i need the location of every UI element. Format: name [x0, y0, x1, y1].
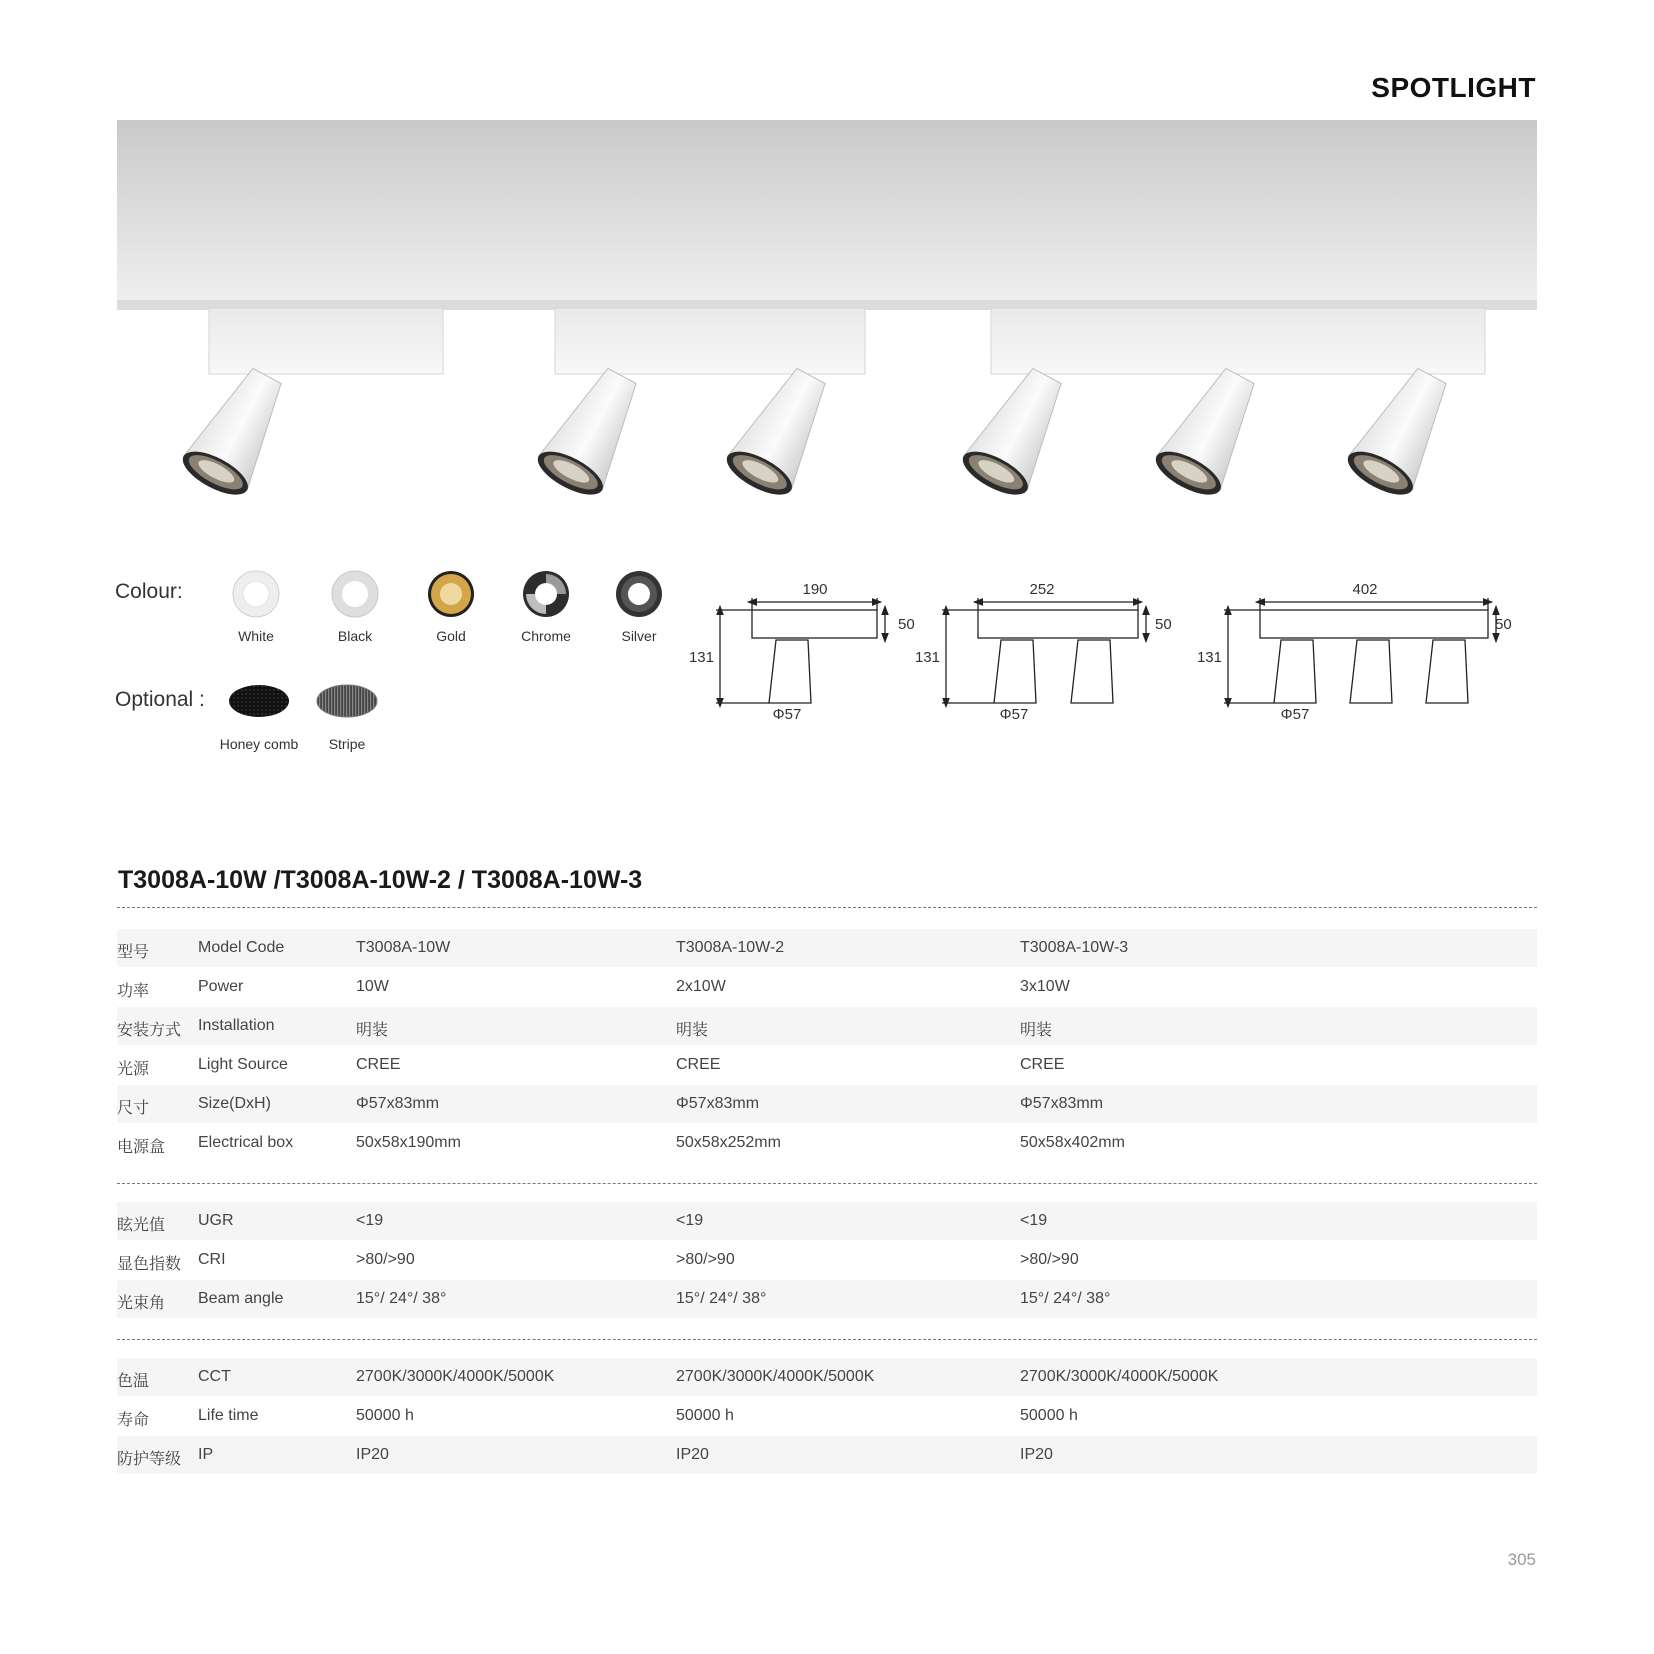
spec-value: >80/>90	[676, 1251, 735, 1268]
white-swatch-icon	[232, 570, 280, 618]
spec-row-ugr	[117, 1202, 1537, 1240]
dimension-drawings	[680, 570, 1520, 730]
honeycomb-icon	[228, 684, 290, 718]
spec-value: 2700K/3000K/4000K/5000K	[676, 1368, 875, 1385]
drawing-3-diameter: Φ57	[1280, 706, 1310, 723]
spec-value: IP20	[676, 1446, 709, 1463]
silver-swatch-icon	[615, 570, 663, 618]
spec-row-light-source	[117, 1046, 1537, 1084]
spec-value: <19	[356, 1212, 384, 1229]
spec-label-en: Electrical box	[198, 1134, 294, 1151]
page-category-title: SPOTLIGHT	[1371, 72, 1536, 103]
spec-value: 50x58x402mm	[1020, 1134, 1125, 1151]
swatch-label: Chrome	[521, 628, 571, 644]
spec-value: 2x10W	[676, 978, 726, 995]
spec-value: CREE	[1020, 1056, 1065, 1073]
divider	[117, 1339, 1537, 1340]
black-swatch-icon	[331, 570, 379, 618]
optional-label: Optional :	[115, 688, 205, 711]
spec-label-en: Power	[198, 978, 244, 995]
spec-label-en: CCT	[198, 1368, 231, 1385]
spec-label-cn: 光源	[117, 1061, 150, 1078]
spec-value: CREE	[356, 1056, 401, 1073]
spec-label-cn: 型号	[117, 944, 150, 961]
spec-value: 10W	[356, 978, 389, 995]
drawing-1-width: 190	[802, 581, 828, 598]
spec-value: 50000 h	[356, 1407, 414, 1424]
spec-value: 明装	[356, 1022, 389, 1039]
spec-value: Φ57x83mm	[1020, 1095, 1104, 1112]
drawing-3-width: 402	[1352, 581, 1378, 598]
drawing-2-total-height: 131	[914, 649, 940, 666]
spec-label-en: UGR	[198, 1212, 234, 1229]
spec-value: T3008A-10W-2	[676, 939, 785, 956]
chrome-swatch-icon	[522, 570, 570, 618]
spec-value: T3008A-10W	[356, 939, 451, 956]
spec-row-electrical-box	[117, 1124, 1537, 1162]
spec-label-en: Life time	[198, 1407, 259, 1424]
spec-row-size	[117, 1085, 1537, 1123]
spec-value: 3x10W	[1020, 978, 1070, 995]
colour-label: Colour:	[115, 580, 183, 603]
spec-row-beam-angle	[117, 1280, 1537, 1318]
spec-label-en: Beam angle	[198, 1290, 284, 1307]
spec-row-model-code	[117, 929, 1537, 967]
spec-value: 2700K/3000K/4000K/5000K	[356, 1368, 555, 1385]
spec-value: 明装	[1020, 1022, 1053, 1039]
spec-value: IP20	[356, 1446, 389, 1463]
drawing-3-total-height: 131	[1196, 649, 1222, 666]
spec-label-cn: 眩光值	[117, 1217, 166, 1234]
spec-label-en: Light Source	[198, 1056, 288, 1073]
drawing-1-total-height: 131	[688, 649, 714, 666]
spec-label-en: Size(DxH)	[198, 1095, 271, 1112]
spec-value: Φ57x83mm	[356, 1095, 440, 1112]
swatch-label: White	[238, 628, 274, 644]
spec-value: <19	[676, 1212, 704, 1229]
swatch-label: Black	[337, 628, 373, 644]
spec-label-en: Model Code	[198, 939, 285, 956]
spec-value: Φ57x83mm	[676, 1095, 760, 1112]
drawing-2-diameter: Φ57	[999, 706, 1029, 723]
spec-row-power	[117, 968, 1537, 1006]
spec-row-ip	[117, 1436, 1537, 1474]
stripe-icon	[316, 684, 378, 718]
spec-value: 50000 h	[676, 1407, 734, 1424]
spec-value: 明装	[676, 1022, 709, 1039]
drawing-1-height: 50	[898, 616, 915, 633]
spec-value: 15°/ 24°/ 38°	[356, 1290, 447, 1307]
drawing-2-width: 252	[1029, 581, 1055, 598]
spec-label-en: Installation	[198, 1017, 275, 1034]
spec-value: 15°/ 24°/ 38°	[1020, 1290, 1111, 1307]
spec-row-installation	[117, 1007, 1537, 1045]
spec-value: <19	[1020, 1212, 1048, 1229]
spec-row-cct	[117, 1358, 1537, 1396]
spec-label-cn: 安装方式	[117, 1022, 182, 1039]
spec-label-en: CRI	[198, 1251, 226, 1268]
divider	[117, 907, 1537, 908]
drawing-2-height: 50	[1155, 616, 1172, 633]
drawing-1-diameter: Φ57	[772, 706, 802, 723]
spec-value: 2700K/3000K/4000K/5000K	[1020, 1368, 1219, 1385]
spec-value: IP20	[1020, 1446, 1053, 1463]
swatch-label: Gold	[436, 628, 466, 644]
spec-label-cn: 显色指数	[117, 1256, 182, 1273]
spec-value: T3008A-10W-3	[1020, 939, 1129, 956]
spec-label-en: IP	[198, 1446, 214, 1463]
optional-item-label: Stripe	[328, 736, 366, 752]
spec-value: 50x58x252mm	[676, 1134, 781, 1151]
spec-row-life-time	[117, 1397, 1537, 1435]
product-title: T3008A-10W /T3008A-10W-2 / T3008A-10W-3	[118, 866, 643, 894]
spec-value: 50x58x190mm	[356, 1134, 461, 1151]
gold-swatch-icon	[427, 570, 475, 618]
spec-label-cn: 色温	[117, 1373, 150, 1390]
optional-item-label: Honey comb	[219, 736, 299, 752]
page-number: 305	[1507, 1550, 1536, 1569]
spec-value: CREE	[676, 1056, 721, 1073]
spec-value: 50000 h	[1020, 1407, 1078, 1424]
spec-row-cri	[117, 1241, 1537, 1279]
spec-label-cn: 寿命	[117, 1412, 150, 1429]
spec-label-cn: 防护等级	[117, 1451, 182, 1468]
spec-value: 15°/ 24°/ 38°	[676, 1290, 767, 1307]
swatch-label: Silver	[621, 628, 657, 644]
divider	[117, 1183, 1537, 1184]
spec-label-cn: 电源盒	[117, 1139, 166, 1156]
drawing-3-height: 50	[1495, 616, 1512, 633]
spec-value: >80/>90	[1020, 1251, 1079, 1268]
spec-value: >80/>90	[356, 1251, 415, 1268]
spec-label-cn: 尺寸	[117, 1100, 150, 1117]
spec-label-cn: 光束角	[117, 1295, 166, 1312]
spec-label-cn: 功率	[117, 983, 150, 1000]
product-hero-image	[117, 120, 1537, 520]
